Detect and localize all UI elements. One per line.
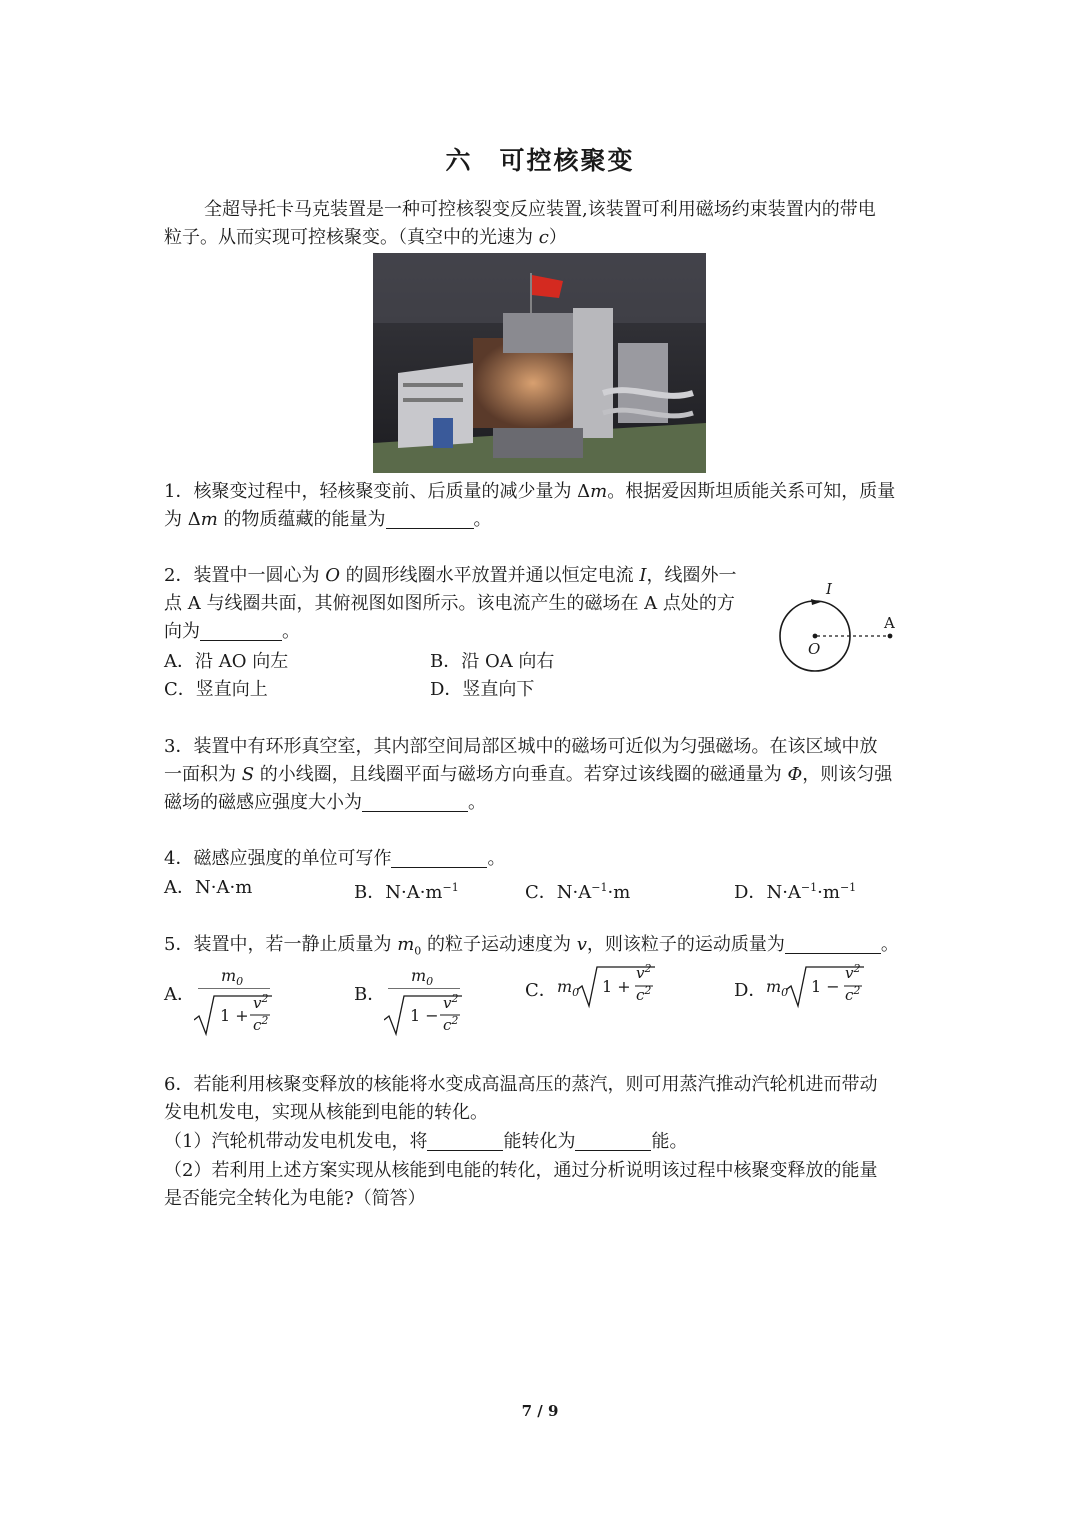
q2-text-c: ，线圈外一 [646,565,737,586]
page-number: 7 / 9 [521,1402,559,1420]
q4-option-b[interactable] [354,874,459,907]
q6-sub-1-text-a: （1）汽轮机带动发电机发电，将 [164,1131,428,1152]
q5-d-m-sub: 0 [781,986,789,1000]
q5-a-one-plus [220,1006,249,1025]
q3-var-phi: Φ [787,764,803,785]
q5-b-m: m [411,966,427,985]
q4-option-d-label: D． [734,882,767,903]
q4-option-c-label: C． [525,882,557,903]
q5-c-c-sq: 2 [644,984,652,997]
intro-line-2 [164,224,567,252]
current-arrow-icon [811,599,821,605]
q5-c-one: 1 [602,977,613,996]
q5-a-v-sq: 2 [261,992,269,1005]
q6-sub-2-line-1: （2）若利用上述方案实现从核能到电能的转化，通过分析说明该过程中核聚变释放的能量 [164,1160,878,1181]
q3-text-b: 的小线圈，且线圈平面与磁场方向垂直。若穿过该线圈的磁通量为 [254,764,788,785]
q5-c-v-sq: 2 [644,962,652,975]
q5-a-m-sub: 0 [236,975,244,989]
center-point [813,634,818,639]
q1-text-a: 1．核聚变过程中，轻核聚变前、后质量的减少量为 Δ [164,481,591,502]
q4-option-c[interactable] [525,874,630,907]
q4-option-d-tail: ·m [817,882,840,903]
q5-line-1 [164,931,899,966]
intro-var-c: c [538,227,549,248]
q6-sub-1-text-c: 能。 [651,1131,688,1152]
point-a [888,634,893,639]
q5-option-c[interactable] [525,962,675,1022]
q6-sub-2-line-2: 是否能完全转化为电能?（简答） [164,1188,426,1209]
q6-sub-1-text-b: 能转化为 [503,1131,576,1152]
q5-d-v-sq: 2 [853,962,861,975]
q5-a-c-sq: 2 [261,1014,269,1027]
label-a: A [884,614,895,632]
q5-b-c: c [443,1016,452,1034]
q6-answer-blank-2[interactable] [575,1132,651,1151]
q2-text-d: 向为 [164,621,200,642]
q5-a-c2 [253,1014,268,1034]
q5-d-v2 [845,962,860,982]
q4-option-d-sup2: −1 [839,881,857,894]
intro-line-1: 全超导托卡马克装置是一种可控核裂变反应装置,该装置可利用磁场约束装置内的带电 [204,199,876,220]
q5-d-c: c [845,986,854,1004]
q5-b-v-sq: 2 [451,992,459,1005]
q2-text-a: 2．装置中一圆心为 [164,565,326,586]
q5-c-plus: + [617,977,631,996]
q2-answer-blank[interactable] [200,622,282,641]
q5-a-one: 1 [220,1006,231,1025]
q5-c-m: m [557,977,573,996]
label-o: O [808,640,821,658]
q1-text-end: 。 [473,509,492,530]
q4-option-c-sup: −1 [591,881,608,894]
q5-d-one-minus [811,977,840,996]
q5-b-minus: − [425,1006,439,1025]
q4-answer-blank[interactable] [391,849,487,868]
q1-line-2 [164,506,492,534]
q5-option-c-label: C． [525,980,557,1001]
q5-c-m0 [557,977,579,999]
q5-a-numerator [221,966,243,988]
q1-text-b: 。根据爱因斯坦质能关系可知，质量 [607,481,896,502]
q3-line-1: 3．装置中有环形真空室，其内部空间局部区城中的磁场可近似为匀强磁场。在该区域中放 [164,736,878,757]
q5-option-d-label: D． [734,980,767,1001]
label-current: I [826,580,832,598]
q2-var-i: I [639,565,647,586]
q5-b-v: v [443,994,452,1012]
q3-text-d: 磁场的磁感应强度大小为 [164,792,362,813]
q5-option-b[interactable] [354,962,494,1042]
q5-var-v: v [576,934,587,955]
q4-option-d[interactable] [734,874,856,907]
q3-text-end: 。 [468,792,486,813]
q5-d-c2 [845,984,860,1004]
q2-text-b: 的圆形线圈水平放置并通以恒定电流 [339,565,640,586]
q2-option-d[interactable]: D．竖直向下 [430,679,535,700]
q2-var-o: O [325,565,340,586]
q5-b-v2 [443,992,458,1012]
q5-b-c2 [443,1014,458,1034]
q1-answer-blank[interactable] [386,510,474,529]
q3-answer-blank[interactable] [362,793,468,812]
q5-d-m0 [766,977,788,999]
q4-option-a-label: A． [164,877,195,898]
q4-option-a[interactable] [164,874,252,902]
q6-answer-blank-1[interactable] [427,1132,503,1151]
q4-option-a-text: N·A·m [195,877,253,898]
q5-text-a: 5．装置中，若一静止质量为 [164,934,398,955]
q1-var-m2: m [200,509,218,530]
q4-option-d-text: N·A [766,882,801,903]
q5-c-c2 [636,984,651,1004]
q4-option-c-tail: ·m [607,882,631,903]
intro-line-2-end: ） [548,227,567,248]
q6-line-2: 发电机发电，实现从核能到电能的转化。 [164,1102,488,1123]
coil-diagram [770,578,910,678]
q4-option-d-sup: −1 [800,881,818,894]
q3-line-2 [164,761,892,789]
q4-option-b-label: B． [354,882,386,903]
q5-c-v: v [636,964,645,982]
q5-d-v: v [845,964,854,982]
q5-b-one: 1 [410,1006,421,1025]
q6-sub-1 [164,1128,687,1156]
q3-text-a: 一面积为 [164,764,242,785]
q2-line-2: 点 A 与线圈共面，其俯视图如图所示。该电流产生的磁场在 A 点处的方 [164,593,735,614]
q4-line-1 [164,845,505,873]
q2-option-a[interactable]: A．沿 AO 向左 [164,651,289,672]
q5-option-a[interactable] [164,962,304,1042]
q5-d-one: 1 [811,977,822,996]
q2-line-1 [164,562,737,590]
q4-option-c-text: N·A [556,882,592,903]
q1-text-c: 为 Δ [164,509,201,530]
q5-option-a-label: A． [164,984,195,1005]
q2-option-c[interactable]: C．竖直向上 [164,679,268,700]
q5-b-one-minus [410,1006,439,1025]
q5-b-c-sq: 2 [451,1014,459,1027]
q5-a-v2 [253,992,268,1012]
q5-text-end: 。 [880,934,899,955]
q5-d-c-sq: 2 [853,984,861,997]
q1-var-m: m [590,481,608,502]
q5-option-d[interactable] [734,962,884,1022]
q5-a-plus: + [235,1006,249,1025]
q5-a-c: c [253,1016,262,1034]
q5-b-m-sub: 0 [426,975,434,989]
q4-text-a: 4．磁感应强度的单位可写作 [164,848,392,869]
q5-option-b-label: B． [354,984,386,1005]
q6-line-1: 6．若能利用核聚变释放的核能将水变成高温高压的蒸汽，则可用蒸汽推动汽轮机进而带动 [164,1074,878,1095]
section-title: 六 可控核聚变 [445,146,635,175]
q5-c-m-sub: 0 [572,986,580,1000]
q2-option-b[interactable]: B．沿 OA 向右 [430,651,555,672]
q4-text-end: 。 [487,848,506,869]
q5-c-c: c [636,986,645,1004]
q5-d-minus: − [826,977,840,996]
q1-line-1 [164,478,895,506]
q5-answer-blank[interactable] [785,935,881,954]
q2-text-end: 。 [282,621,300,642]
q5-a-m: m [221,966,237,985]
intro-line-2-text: 粒子。从而实现可控核聚变。（真空中的光速为 [164,227,539,248]
q5-var-m-sub: 0 [414,944,422,958]
q3-text-c: ，则该匀强 [802,764,893,785]
q3-var-s: S [241,764,255,785]
q5-var-m: m [397,934,415,955]
q3-line-3 [164,789,486,817]
q5-b-numerator [411,966,433,988]
q5-text-c: ，则该粒子的运动质量为 [586,934,785,955]
q2-line-3 [164,618,300,646]
q4-option-b-text: N·A·m [385,882,443,903]
q1-text-d: 的物质蕴藏的能量为 [217,509,386,530]
q5-text-b: 的粒子运动速度为 [421,934,577,955]
tokamak-photo [373,253,706,473]
q5-a-v: v [253,994,262,1012]
q5-d-m: m [766,977,782,996]
q4-option-b-sup: −1 [442,881,459,894]
q5-c-one-plus [602,977,631,996]
q5-c-v2 [636,962,651,982]
